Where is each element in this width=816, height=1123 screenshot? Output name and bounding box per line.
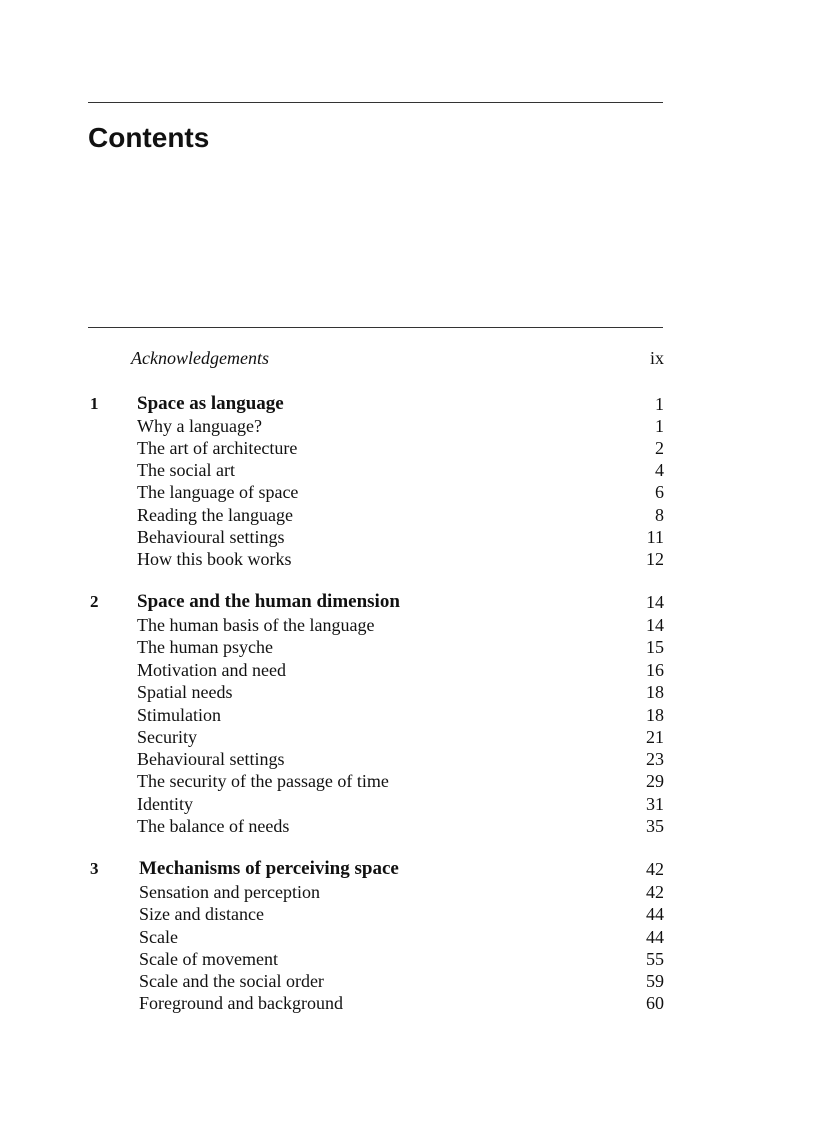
section-label: The human basis of the language [137,615,375,635]
section-label: Identity [137,794,193,814]
section-page: 15 [646,637,664,657]
top-rule [88,102,663,103]
chapter-heading[interactable] [0,858,816,880]
section-label: Behavioural settings [137,749,285,769]
section-page: 23 [646,749,664,769]
section-page: 18 [646,682,664,702]
section-label: The security of the passage of time [137,771,389,791]
section-entry[interactable] [0,770,816,792]
section-page: 1 [655,416,664,436]
section-entry[interactable] [0,881,816,903]
section-page: 44 [646,904,664,924]
section-label: The social art [137,460,235,480]
section-entry[interactable] [0,526,816,548]
section-entry[interactable] [0,659,816,681]
chapter-number: 1 [90,394,99,413]
chapter-page: 14 [646,592,664,612]
chapter-number: 2 [90,592,99,611]
entry-label: Acknowledgements [131,348,269,368]
section-page: 11 [646,527,664,547]
section-entry[interactable] [0,726,816,748]
section-page: 2 [655,438,664,458]
section-label: The human psyche [137,637,273,657]
chapter-page: 1 [655,394,664,414]
section-page: 12 [646,549,664,569]
section-label: The art of architecture [137,438,298,458]
section-label: Size and distance [139,904,264,924]
section-page: 18 [646,705,664,725]
section-entry[interactable] [0,793,816,815]
section-page: 59 [646,971,664,991]
section-entry[interactable] [0,926,816,948]
section-page: 29 [646,771,664,791]
section-label: Why a language? [137,416,262,436]
section-label: Scale of movement [139,949,278,969]
section-page: 4 [655,460,664,480]
section-label: Stimulation [137,705,222,725]
section-label: Reading the language [137,505,293,525]
section-entry[interactable] [0,459,816,481]
section-label: How this book works [137,549,292,569]
section-entry[interactable] [0,548,816,570]
section-entry[interactable] [0,636,816,658]
section-entry[interactable] [0,614,816,636]
section-label: The language of space [137,482,299,502]
section-entry[interactable] [0,903,816,925]
section-page: 44 [646,927,664,947]
section-page: 21 [646,727,664,747]
section-page: 31 [646,794,664,814]
section-label: The balance of needs [137,816,290,836]
section-entry[interactable] [0,970,816,992]
section-page: 16 [646,660,664,680]
section-page: 42 [646,882,664,902]
section-entry[interactable] [0,681,816,703]
section-entry[interactable] [0,748,816,770]
section-entry[interactable] [0,415,816,437]
section-label: Scale [139,927,178,947]
section-label: Spatial needs [137,682,233,702]
chapter-heading[interactable] [0,591,816,613]
chapter-title: Space as language [137,393,284,414]
chapter-heading[interactable] [0,393,816,415]
section-label: Behavioural settings [137,527,285,547]
section-entry[interactable] [0,481,816,503]
section-label: Foreground and background [139,993,343,1013]
section-page: 60 [646,993,664,1013]
section-entry[interactable] [0,437,816,459]
section-page: 55 [646,949,664,969]
section-page: 35 [646,816,664,836]
section-entry[interactable] [0,948,816,970]
toc-entry-acknowledgements[interactable] [0,347,816,369]
section-entry[interactable] [0,704,816,726]
entry-page: ix [649,348,664,368]
chapter-number: 3 [90,859,99,878]
section-label: Motivation and need [137,660,286,680]
chapter-title: Mechanisms of perceiving space [139,858,399,879]
section-entry[interactable] [0,504,816,526]
section-label: Security [137,727,197,747]
chapter-title: Space and the human dimension [137,591,400,612]
section-page: 8 [655,505,664,525]
section-entry[interactable] [0,815,816,837]
section-page: 14 [646,615,664,635]
contents-rule [88,327,663,328]
page-title: Contents [88,122,210,153]
chapter-page: 42 [646,859,664,879]
section-label: Scale and the social order [139,971,324,991]
section-page: 6 [655,482,664,502]
section-label: Sensation and perception [139,882,320,902]
section-entry[interactable] [0,992,816,1014]
